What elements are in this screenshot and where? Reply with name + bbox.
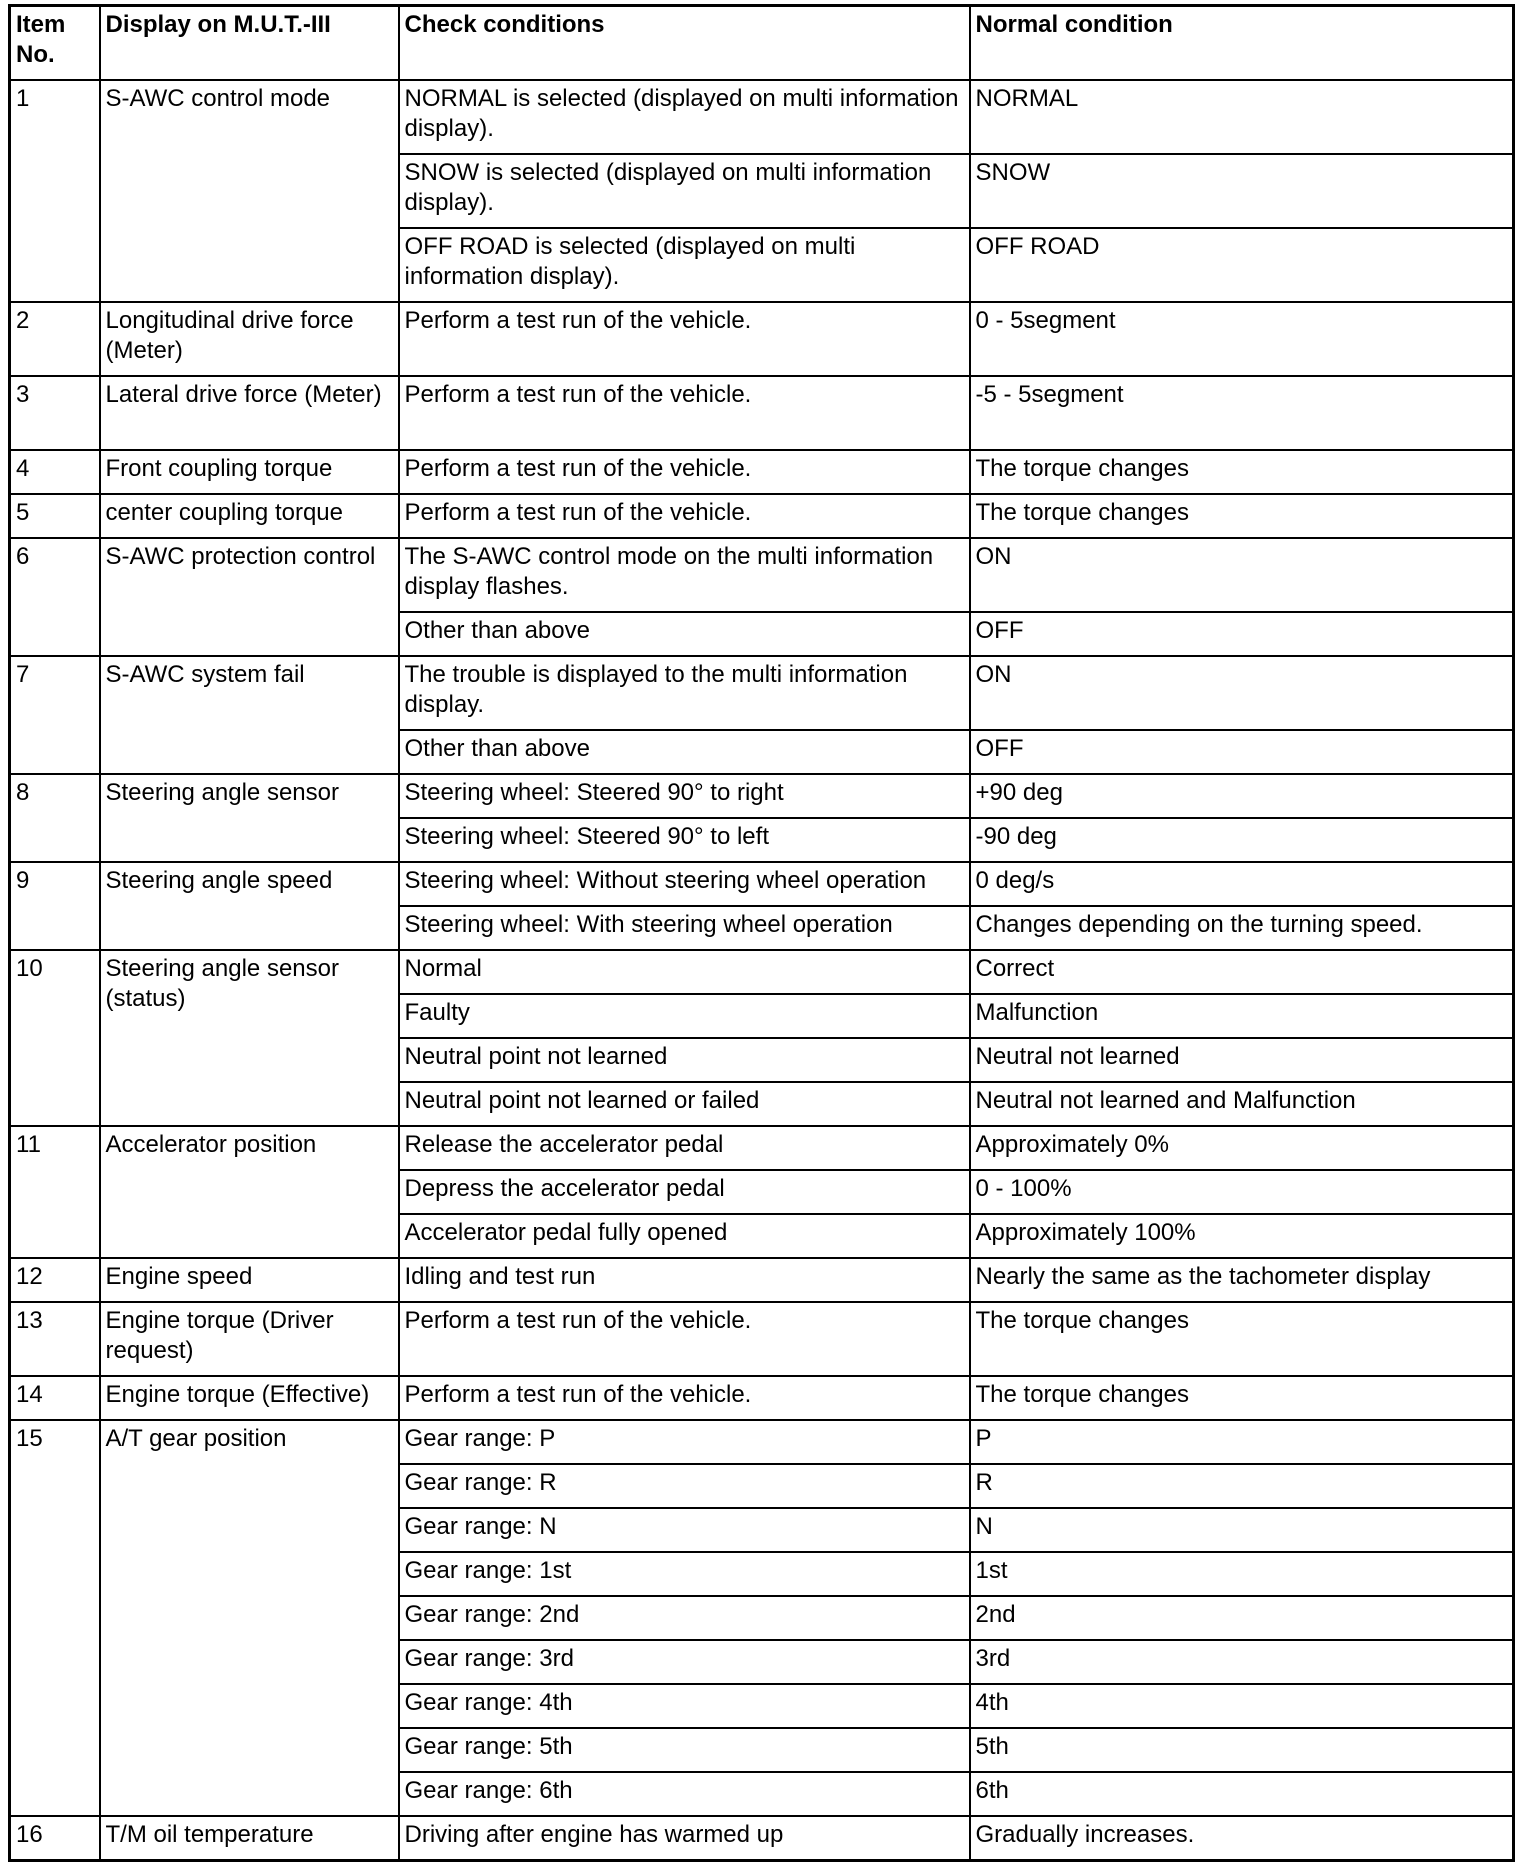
table-row [10,1816,1514,1861]
table-row [10,862,1514,906]
check-condition-cell: Gear range: 3rd [399,1640,970,1684]
normal-condition-cell: ON [970,656,1514,730]
display-item-cell: Steering angle sensor [100,774,399,862]
check-condition-cell: Gear range: 4th [399,1684,970,1728]
display-item-cell: S-AWC protection control [100,538,399,656]
normal-condition-cell: N [970,1508,1514,1552]
item-no-cell: 16 [10,1816,100,1861]
check-condition-cell: Steering wheel: Without steering wheel operation [399,862,970,906]
item-no-cell: 6 [10,538,100,656]
display-item-cell: Lateral drive force (Meter) [100,376,399,450]
normal-condition-cell: OFF [970,730,1514,774]
normal-condition-cell: Correct [970,950,1514,994]
check-condition-cell: The S-AWC control mode on the multi information display flashes. [399,538,970,612]
check-condition-cell: Other than above [399,730,970,774]
check-condition-cell: Perform a test run of the vehicle. [399,494,970,538]
table-row [10,376,1514,450]
item-no-cell: 11 [10,1126,100,1258]
table-row [10,656,1514,730]
table-row [10,1258,1514,1302]
table-row [10,494,1514,538]
normal-condition-cell: ON [970,538,1514,612]
display-item-cell: Engine torque (Effective) [100,1376,399,1420]
display-item-cell: Longitudinal drive force (Meter) [100,302,399,376]
display-item-cell: Accelerator position [100,1126,399,1258]
table-row [10,1420,1514,1464]
item-no-cell: 7 [10,656,100,774]
normal-condition-cell: The torque changes [970,450,1514,494]
normal-condition-cell: P [970,1420,1514,1464]
item-no-cell: 13 [10,1302,100,1376]
check-condition-cell: Neutral point not learned or failed [399,1082,970,1126]
table-body [10,80,1514,1861]
check-condition-cell: Driving after engine has warmed up [399,1816,970,1861]
check-condition-cell: Gear range: 2nd [399,1596,970,1640]
table-row [10,538,1514,612]
display-item-cell: S-AWC control mode [100,80,399,302]
normal-condition-cell: Neutral not learned [970,1038,1514,1082]
normal-condition-cell: 1st [970,1552,1514,1596]
normal-condition-cell: 6th [970,1772,1514,1816]
normal-condition-cell: The torque changes [970,1376,1514,1420]
check-condition-cell: Gear range: 5th [399,1728,970,1772]
check-condition-cell: Perform a test run of the vehicle. [399,1376,970,1420]
check-condition-cell: Gear range: N [399,1508,970,1552]
table-row [10,1302,1514,1376]
normal-condition-cell: Malfunction [970,994,1514,1038]
display-item-cell: Engine speed [100,1258,399,1302]
item-no-cell: 10 [10,950,100,1126]
check-condition-cell: Steering wheel: With steering wheel operation [399,906,970,950]
check-condition-cell: Other than above [399,612,970,656]
table-row [10,450,1514,494]
display-item-cell: A/T gear position [100,1420,399,1816]
display-item-cell: S-AWC system fail [100,656,399,774]
check-condition-cell: Idling and test run [399,1258,970,1302]
item-no-cell: 15 [10,1420,100,1816]
normal-condition-cell: R [970,1464,1514,1508]
normal-condition-cell: 0 - 5segment [970,302,1514,376]
check-condition-cell: Perform a test run of the vehicle. [399,1302,970,1376]
table-row [10,80,1514,154]
check-condition-cell: NORMAL is selected (displayed on multi information display). [399,80,970,154]
header-normal-condition: Normal condition [970,6,1514,81]
normal-condition-cell: -90 deg [970,818,1514,862]
table-row [10,1376,1514,1420]
display-item-cell: Steering angle speed [100,862,399,950]
check-condition-cell: Gear range: 6th [399,1772,970,1816]
normal-condition-cell: The torque changes [970,1302,1514,1376]
check-condition-cell: Depress the accelerator pedal [399,1170,970,1214]
item-no-cell: 8 [10,774,100,862]
normal-condition-cell: Gradually increases. [970,1816,1514,1861]
normal-condition-cell: +90 deg [970,774,1514,818]
check-condition-cell: Steering wheel: Steered 90° to right [399,774,970,818]
header-display: Display on M.U.T.-III [100,6,399,81]
header-row [10,6,1514,81]
display-item-cell: Engine torque (Driver request) [100,1302,399,1376]
normal-condition-cell: 0 - 100% [970,1170,1514,1214]
normal-condition-cell: 4th [970,1684,1514,1728]
display-item-cell: T/M oil temperature [100,1816,399,1861]
check-condition-cell: Neutral point not learned [399,1038,970,1082]
item-no-cell: 5 [10,494,100,538]
header-item-no: Item No. [10,6,100,81]
normal-condition-cell: 2nd [970,1596,1514,1640]
check-condition-cell: Perform a test run of the vehicle. [399,450,970,494]
check-condition-cell: SNOW is selected (displayed on multi information display). [399,154,970,228]
header-check-conditions: Check conditions [399,6,970,81]
item-no-cell: 12 [10,1258,100,1302]
check-condition-cell: Accelerator pedal fully opened [399,1214,970,1258]
normal-condition-cell: Approximately 100% [970,1214,1514,1258]
normal-condition-cell: 5th [970,1728,1514,1772]
normal-condition-cell: -5 - 5segment [970,376,1514,450]
item-no-cell: 3 [10,376,100,450]
normal-condition-cell: SNOW [970,154,1514,228]
normal-condition-cell: Neutral not learned and Malfunction [970,1082,1514,1126]
display-item-cell: Steering angle sensor (status) [100,950,399,1126]
item-no-cell: 9 [10,862,100,950]
check-condition-cell: Perform a test run of the vehicle. [399,376,970,450]
normal-condition-cell: 0 deg/s [970,862,1514,906]
normal-condition-cell: 3rd [970,1640,1514,1684]
display-item-cell: center coupling torque [100,494,399,538]
item-no-cell: 2 [10,302,100,376]
normal-condition-cell: Changes depending on the turning speed. [970,906,1514,950]
table-row [10,302,1514,376]
table-row [10,774,1514,818]
normal-condition-cell: Nearly the same as the tachometer display [970,1258,1514,1302]
check-condition-cell: The trouble is displayed to the multi information display. [399,656,970,730]
table-header [10,6,1514,81]
check-condition-cell: Gear range: R [399,1464,970,1508]
display-item-cell: Front coupling torque [100,450,399,494]
normal-condition-cell: OFF [970,612,1514,656]
check-condition-cell: OFF ROAD is selected (displayed on multi information display). [399,228,970,302]
check-condition-cell: Steering wheel: Steered 90° to left [399,818,970,862]
table-row [10,1126,1514,1170]
check-condition-cell: Gear range: P [399,1420,970,1464]
item-no-cell: 1 [10,80,100,302]
check-condition-cell: Faulty [399,994,970,1038]
data-list-table [8,4,1515,1862]
check-condition-cell: Perform a test run of the vehicle. [399,302,970,376]
table-row [10,950,1514,994]
item-no-cell: 14 [10,1376,100,1420]
normal-condition-cell: NORMAL [970,80,1514,154]
check-condition-cell: Gear range: 1st [399,1552,970,1596]
normal-condition-cell: The torque changes [970,494,1514,538]
check-condition-cell: Release the accelerator pedal [399,1126,970,1170]
item-no-cell: 4 [10,450,100,494]
normal-condition-cell: OFF ROAD [970,228,1514,302]
normal-condition-cell: Approximately 0% [970,1126,1514,1170]
check-condition-cell: Normal [399,950,970,994]
